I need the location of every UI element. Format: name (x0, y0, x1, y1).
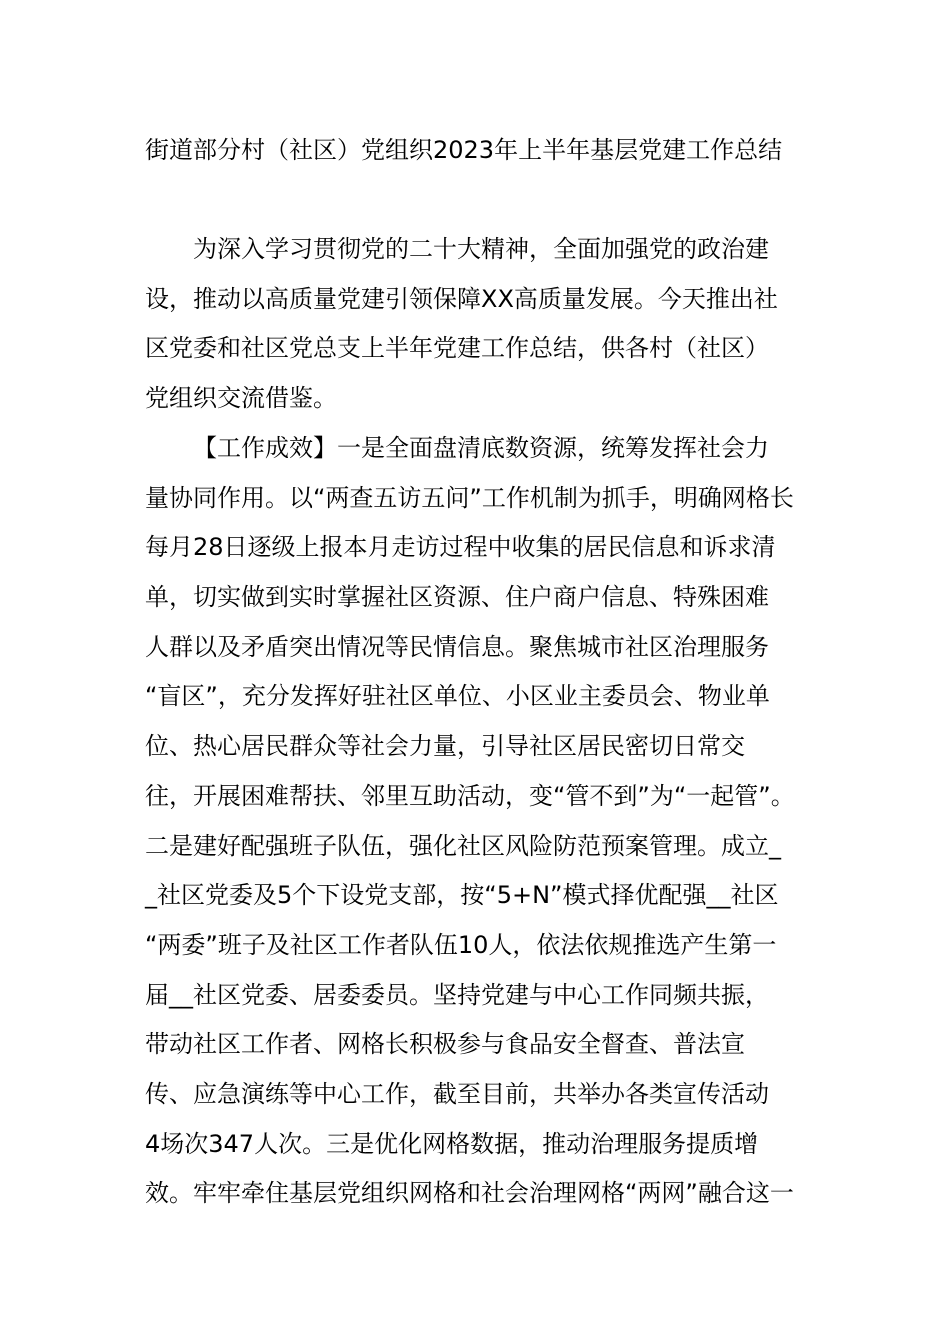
paragraph-work-results (145, 424, 815, 1219)
paragraph-line: 二是建好配强班子队伍，强化社区风险防范预案管理。成立_ (145, 831, 781, 860)
paragraph-line: 量协同作用。以“两查五访五问”工作机制为抓手，明确网格长 (145, 483, 794, 512)
paragraph-line: 单，切实做到实时掌握社区资源、住户商户信息、特殊困难 (145, 583, 769, 612)
paragraph-line: “盲区”，充分发挥好驻社区单位、小区业主委员会、物业单 (145, 682, 770, 711)
paragraph-line: 每月28日逐级上报本月走访过程中收集的居民信息和诉求清 (145, 533, 776, 562)
paragraph-line: 设，推动以高质量党建引领保障XX高质量发展。今天推出社 (145, 284, 778, 313)
paragraph-line: _社区党委及5个下设党支部，按“5+N”模式择优配强__社区 (145, 881, 779, 910)
paragraph-line: “两委”班子及社区工作者队伍10人，依法依规推选产生第一 (145, 930, 777, 959)
paragraph-line: 传、应急演练等中心工作，截至目前，共举办各类宣传活动 (145, 1079, 769, 1108)
paragraph-line: 人群以及矛盾突出情况等民情信息。聚焦城市社区治理服务 (145, 632, 769, 661)
paragraph-line: 4场次347人次。三是优化网格数据，推动治理服务提质增 (145, 1129, 759, 1158)
paragraph-line: 往，开展困难帮扶、邻里互助活动，变“管不到”为“一起管”。 (145, 781, 795, 810)
paragraph-line: 届__社区党委、居委委员。坚持党建与中心工作同频共振， (145, 980, 769, 1009)
paragraph-line: 区党委和社区党总支上半年党建工作总结，供各村（社区） (145, 334, 769, 363)
paragraph-line: 为深入学习贯彻党的二十大精神，全面加强党的政治建 (193, 235, 769, 263)
paragraph-intro (145, 225, 815, 424)
document-title: 街道部分村（社区）党组织2023年上半年基层党建工作总结 (145, 136, 783, 164)
paragraph-line: 党组织交流借鉴。 (145, 384, 337, 413)
paragraph-line: 【工作成效】一是全面盘清底数资源，统筹发挥社会力 (193, 434, 769, 462)
paragraph-line: 效。牢牢牵住基层党组织网格和社会治理网格“两网”融合这一 (145, 1179, 794, 1208)
paragraph-line: 带动社区工作者、网格长积极参与食品安全督查、普法宣 (145, 1030, 745, 1059)
paragraph-line: 位、热心居民群众等社会力量，引导社区居民密切日常交 (145, 732, 745, 761)
